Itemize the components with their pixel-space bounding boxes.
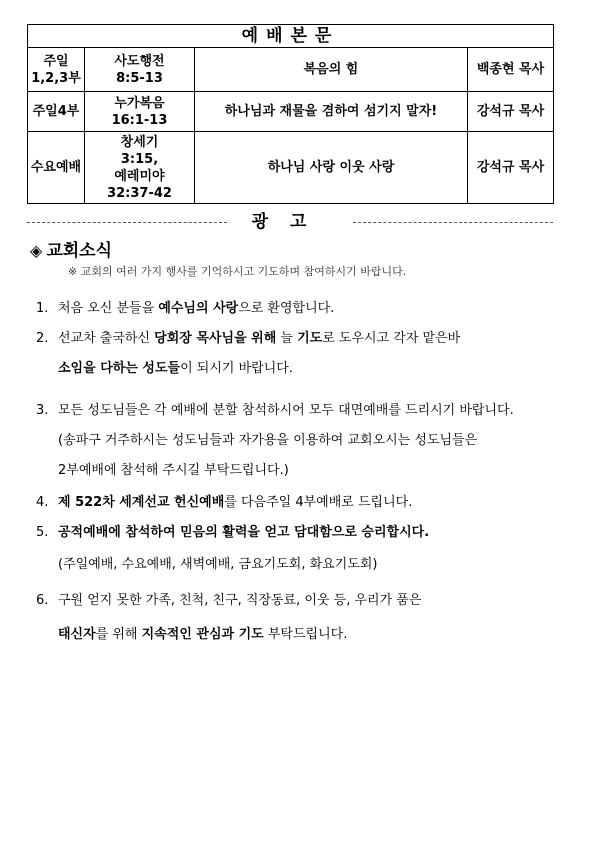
service-name: 주일4부 — [28, 92, 85, 132]
item-number: 2. — [36, 331, 49, 346]
preacher-name: 백종현 목사 — [468, 48, 554, 92]
sermon-title: 복음의 힘 — [195, 48, 468, 92]
emphasis-text: 소임을 다하는 성도들 — [58, 361, 181, 376]
notice-item — [36, 524, 429, 542]
item-number: 1. — [36, 301, 49, 316]
sermon-title: 하나님과 재물을 겸하여 섬기지 말자! — [195, 92, 468, 132]
item-text: 선교차 출국하신 — [58, 331, 155, 346]
item-text: 처음 오신 분들을 — [58, 301, 159, 316]
item-text: 이 되시기 바랍니다. — [180, 361, 293, 376]
item-text: 로 도우시고 각자 맡은바 — [322, 331, 461, 346]
notice-item — [36, 494, 412, 512]
item-text: (송파구 거주하시는 성도님들과 자가용을 이용하여 교회오시는 성도님들은 — [58, 433, 478, 448]
preacher-name: 강석규 목사 — [468, 92, 554, 132]
section-title: ◈ 교회소식 — [30, 241, 113, 261]
service-name: 주일 1,2,3부 — [28, 48, 85, 92]
notice-note: ※ 교회의 여러 가지 행사를 기억하시고 기도하며 참여하시기 바랍니다. — [68, 265, 407, 278]
item-number: 4. — [36, 495, 49, 510]
notice-item — [36, 300, 334, 318]
notice-item-continuation — [58, 360, 293, 378]
notice-item — [36, 402, 514, 420]
scripture-ref: 사도행전 8:5-13 — [85, 48, 195, 92]
emphasis-text: 지속적인 관심과 기도 — [141, 627, 264, 642]
notice-item-continuation — [58, 556, 377, 574]
item-text: 를 위해 — [95, 627, 142, 642]
notice-header — [27, 211, 553, 233]
item-text: 늘 — [276, 331, 298, 346]
sermon-title: 하나님 사랑 이웃 사랑 — [195, 132, 468, 204]
emphasis-text: 태신자 — [58, 627, 96, 642]
emphasis-text: 기도 — [297, 331, 323, 346]
item-text: 모든 성도님들은 각 예배에 분할 참석하시어 모두 대면예배를 드리시기 바랍니다. — [58, 403, 514, 418]
notice-item — [36, 330, 460, 348]
item-text: 구원 얻지 못한 가족, 친척, 친구, 직장동료, 이웃 등, 우리가 품은 — [58, 593, 422, 608]
scripture-ref: 누가복음 16:1-13 — [85, 92, 195, 132]
preacher-name: 강석규 목사 — [468, 132, 554, 204]
diamond-icon: ◈ — [30, 241, 43, 260]
service-name: 수요예배 — [28, 132, 85, 204]
emphasis-text: 공적예배에 참석하여 믿음의 활력을 얻고 담대함으로 승리합시다. — [58, 525, 430, 540]
notice-item-continuation — [58, 462, 289, 480]
item-number: 5. — [36, 525, 49, 540]
notice-item-continuation — [58, 432, 477, 450]
emphasis-text: 제 522차 세계선교 헌신예배 — [58, 495, 225, 510]
item-text: (주일예배, 수요예배, 새벽예배, 금요기도회, 화요기도회) — [58, 557, 378, 572]
item-text: 부탁드립니다. — [263, 627, 348, 642]
emphasis-text: 당회장 목사님을 위해 — [154, 331, 277, 346]
notice-item — [36, 592, 421, 610]
item-text: 2부예배에 참석해 주시길 부탁드립니다.) — [58, 463, 289, 478]
scripture-ref: 창세기 3:15, 예레미야 32:37-42 — [85, 132, 195, 204]
item-number: 6. — [36, 593, 49, 608]
sermon-table-title: 예배본문 — [28, 25, 554, 48]
item-text: 를 다음주일 4부예배로 드립니다. — [224, 495, 413, 510]
item-text: 으로 환영합니다. — [238, 301, 335, 316]
emphasis-text: 예수님의 사랑 — [158, 301, 239, 316]
notice-item-continuation — [58, 626, 347, 644]
notice-title: 광고 — [251, 212, 329, 232]
sermon-table — [27, 24, 554, 204]
item-number: 3. — [36, 403, 49, 418]
